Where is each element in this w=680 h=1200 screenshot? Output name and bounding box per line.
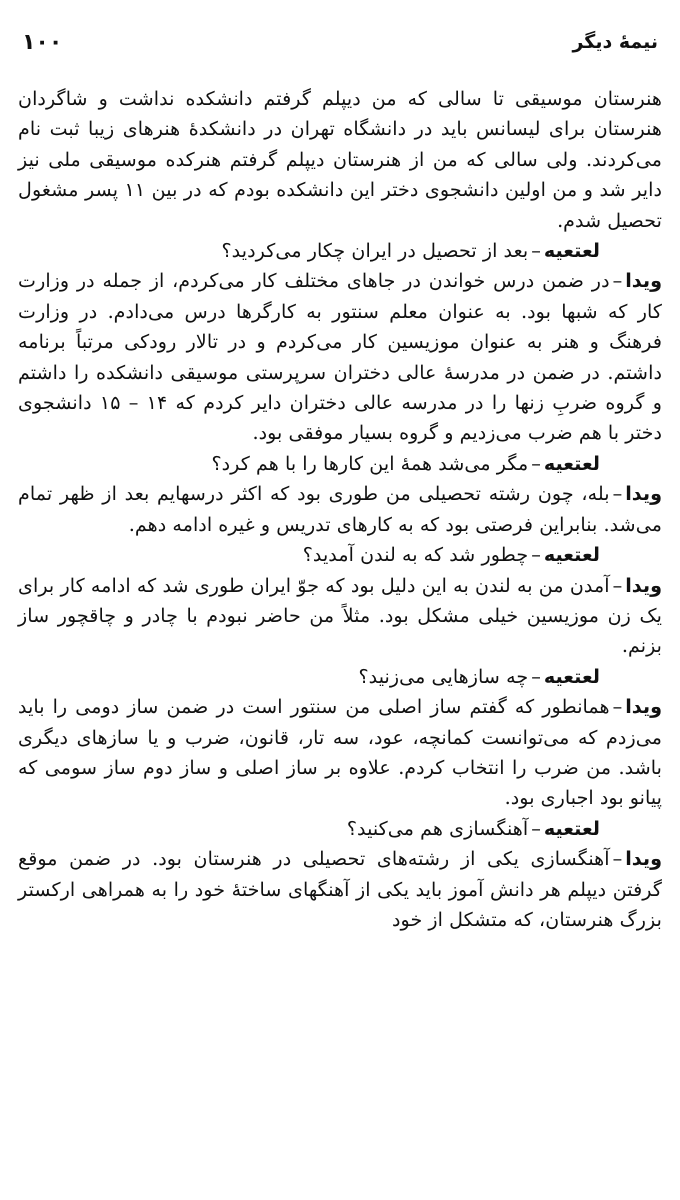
answer-paragraph — [18, 692, 662, 814]
answer-paragraph — [18, 479, 662, 540]
dash-separator: – — [531, 239, 541, 263]
question-text: چه سازهایی می‌زنید؟ — [358, 664, 529, 688]
question-text: بعد از تحصیل در ایران چکار می‌کردید؟ — [221, 239, 529, 263]
question-paragraph — [18, 236, 662, 266]
interviewer-name: لعتعیه — [543, 664, 600, 688]
answer-text: در ضمن درس خواندن در جاهای مختلف کار می‌کردم، از جمله در وزارت کار که شبها بود. به عنوان معلم سنتور به کارگرها درس می‌دادم. در وزارت فرهنگ و هنر به عنوان موزیسین کار می‌کردم و در تالار رودکی مرتباً برنامه داشتم. در ضمن در مدرسهٔ عالی دختران سرپرستی موسیقی دانشکده را داشتم و گروه ضربِ زنها را در مدرسه عالی دختران دایر کردم که ۱۴ – ۱۵ دانشجوی دختر با هم ضرب می‌زدیم و گروه بسیار موفقی بود. — [18, 269, 662, 445]
dash-separator: – — [612, 269, 623, 293]
question-text: مگر می‌شد همهٔ این کارها را با هم کرد؟ — [211, 451, 529, 475]
paragraph-text: هنرستان موسیقی تا سالی که من دیپلم گرفتم دانشکده نداشت و شاگردان هنرستان برای لیسانس باید در دانشگاه تهران در دانشکدهٔ هنرهای زیبا ثبت نام می‌کردند. ولی سالی که من از هنرستان دیپلم گرفتم هنرکده موسیقی ملی نیز دایر شد و من اولین دانشجوی دختر این دانشکده بودم که در بین ۱۱ پسر مشغول تحصیل شدم. — [18, 87, 662, 232]
question-paragraph — [18, 540, 662, 570]
interviewer-name: لعتعیه — [543, 239, 600, 263]
question-paragraph — [18, 449, 662, 479]
dash-separator: – — [612, 482, 623, 506]
dash-separator: – — [612, 695, 623, 719]
answer-text: بله، چون رشته تحصیلی من طوری بود که اکثر درسهایم بعد از ظهر تمام می‌شد. بنابراین فرصتی بود که به کارهای تدریس و غیره ادامه دهم. — [18, 482, 662, 536]
interviewer-name: لعتعیه — [543, 543, 600, 567]
interview-body — [18, 84, 662, 935]
interviewer-name: لعتعیه — [543, 816, 600, 840]
answer-text: آهنگسازی یکی از رشته‌های تحصیلی در هنرستان بود. در ضمن موقع گرفتن دیپلم هر دانش آموز باید یکی از آهنگهای ساختهٔ خود را به همراهی ارکستر بزرگ هنرستان، که متشکل از خود — [18, 847, 662, 931]
answer-paragraph — [18, 571, 662, 662]
paragraph-intro — [18, 84, 662, 236]
dash-separator: – — [531, 543, 541, 567]
interviewee-name: ویدا — [625, 847, 662, 871]
interviewee-name: ویدا — [625, 695, 662, 719]
answer-paragraph — [18, 266, 662, 448]
page-number: ۱۰۰ — [22, 29, 63, 55]
question-paragraph — [18, 814, 662, 844]
interviewee-name: ویدا — [625, 269, 662, 293]
interviewee-name: ویدا — [625, 482, 662, 506]
dash-separator: – — [612, 573, 623, 597]
question-text: آهنگسازی هم می‌کنید؟ — [346, 816, 529, 840]
question-paragraph — [18, 662, 662, 692]
answer-text: آمدن من به لندن به این دلیل بود که جوّ ایران طوری شد که ادامه کار برای یک زن موزیسین خیلی مشکل بود. مثلاً من حاضر نبودم با چادر و چاقچور ساز بزنم. — [18, 573, 662, 658]
dash-separator: – — [531, 816, 541, 840]
interviewer-name: لعتعیه — [543, 451, 600, 475]
dash-separator: – — [612, 847, 623, 871]
running-title: نیمهٔ دیگر — [572, 31, 658, 53]
answer-paragraph — [18, 844, 662, 935]
dash-separator: – — [531, 664, 541, 688]
question-text: چطور شد که به لندن آمدید؟ — [302, 543, 529, 567]
interviewee-name: ویدا — [625, 573, 662, 597]
answer-text: همانطور که گفتم ساز اصلی من سنتور است در ضمن ساز دومی را باید می‌زدم که می‌توانست کمانچه، عود، سه تار، قانون، ضرب و یا سازهای دیگری باشد. من ضرب را انتخاب کردم. علاوه بر ساز اصلی و ساز دوم ساز سومی که پیانو بود اجباری بود. — [18, 695, 662, 810]
page-header — [22, 22, 658, 62]
dash-separator: – — [531, 451, 541, 475]
